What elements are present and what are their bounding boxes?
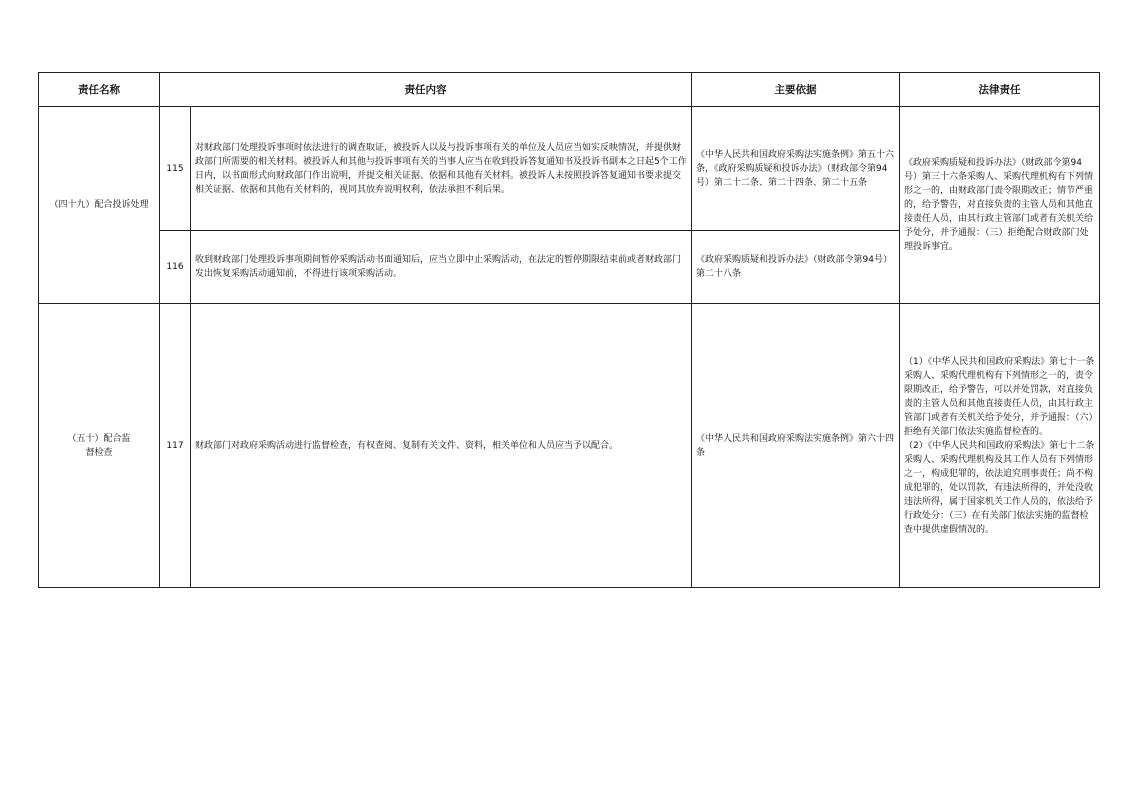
responsibility-name-cell	[39, 304, 160, 588]
item-content: 收到财政部门处理投诉事项期间暂停采购活动书面通知后，应当立即中止采购活动，在法定的暂停期限结束前或者财政部门发出恢复采购活动通知前，不得进行该项采购活动。	[191, 231, 692, 304]
header-content: 责任内容	[160, 73, 692, 107]
responsibility-name: （四十九）配合投诉处理	[49, 200, 149, 210]
header-legal: 法律责任	[900, 73, 1100, 107]
item-number: 115	[160, 107, 191, 231]
item-basis: 《中华人民共和国政府采购法实施条例》第五十六条，《政府采购质疑和投诉办法》（财政部令第94号）第二十二条、第二十四条、第二十五条	[692, 107, 900, 231]
responsibility-name: （五十）配合监督检查	[67, 433, 131, 458]
header-row	[39, 73, 1100, 107]
table-row	[39, 304, 1100, 588]
item-basis: 《政府采购质疑和投诉办法》（财政部令第94号）第二十八条	[692, 231, 900, 304]
responsibility-table	[38, 72, 1100, 588]
header-basis: 主要依据	[692, 73, 900, 107]
item-content: 财政部门对政府采购活动进行监督检查，有权查阅、复制有关文件、资料，相关单位和人员应当予以配合。	[191, 304, 692, 588]
table-row	[39, 107, 1100, 231]
legal-liability: 《政府采购质疑和投诉办法》（财政部令第94号）第三十六条采购人、采购代理机构有下列情形之一的，由财政部门责令限期改正；情节严重的，给予警告，对直接负责的主管人员和其他直接责任人员，由其行政主管部门或者有关机关给予处分，并予通报：（三）拒绝配合财政部门处理投诉事宜。	[900, 107, 1100, 304]
item-basis: 《中华人民共和国政府采购法实施条例》第六十四条	[692, 304, 900, 588]
item-number: 116	[160, 231, 191, 304]
item-content: 对财政部门处理投诉事项时依法进行的调查取证，被投诉人以及与投诉事项有关的单位及人员应当如实反映情况，并提供财政部门所需要的相关材料。被投诉人和其他与投诉事项有关的当事人应当在收到投诉答复通知书及投诉书副本之日起5个工作日内，以书面形式向财政部门作出说明，并提交相关证据、依据和其他有关材料。被投诉人未按照投诉答复通知书要求提交相关证据、依据和其他有关材料的，视同其放弃说明权利，依法承担不利后果。	[191, 107, 692, 231]
responsibility-name-cell	[39, 107, 160, 304]
legal-liability: （1）《中华人民共和国政府采购法》第七十一条采购人、采购代理机构有下列情形之一的，责令限期改正，给予警告，可以并处罚款，对直接负责的主管人员和其他直接责任人员，由其行政主管部门或者有关机关给予处分，并予通报：（六）拒绝有关部门依法实施监督检查的。 （2）《中华人民共和国政府采购法》第七十二条采购人、采购代理机构及其工作人员有下列情形之一，构成犯罪的，依法追究刑事责任；尚不构成犯罪的，处以罚款，有违法所得的，并处没收违法所得，属于国家机关工作人员的，依法给予行政处分：（三）在有关部门依法实施的监督检查中提供虚假情况的。	[900, 304, 1100, 588]
header-name: 责任名称	[39, 73, 160, 107]
item-number: 117	[160, 304, 191, 588]
